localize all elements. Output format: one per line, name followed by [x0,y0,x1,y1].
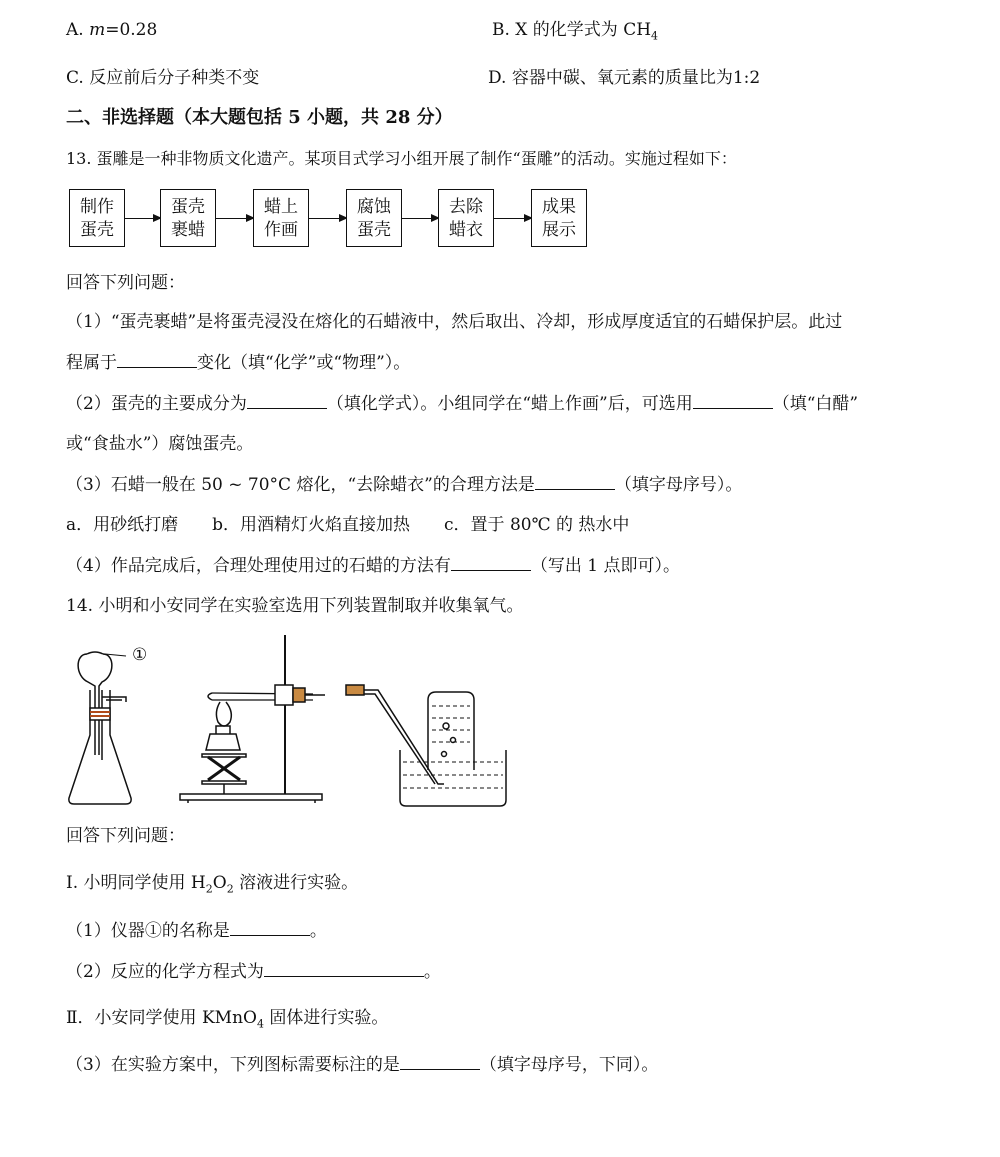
q14-s1-text-a: （1）仪器①的名称是 [66,921,230,941]
flow-step-1-line1: 制作 [80,197,114,217]
flow-step-4-line1: 腐蚀 [357,197,391,217]
q14-answer-prompt: 回答下列问题： [66,826,185,846]
flow-step-1-line2: 蛋壳 [80,220,114,240]
flow-step-6-line2: 展示 [542,220,576,240]
q14-part1-heading [66,872,358,900]
flow-step-5 [438,189,494,247]
option-b [492,19,658,47]
option-b-text: B. X 的化学式为 CH [492,20,652,40]
q13-p2-text-c: （填“白醋” [772,394,859,414]
flow-arrow [402,218,438,219]
water-trough-collection [346,685,506,806]
flow-step-6 [531,189,587,247]
section-heading: 二、非选择题（本大题包括 5 小题，共 28 分） [66,107,453,128]
q13-p3 [66,473,742,496]
instrument-label-1: ① [132,645,148,665]
conical-flask-with-funnel [69,652,131,804]
flow-step-4-line2: 蛋壳 [357,220,391,240]
test-tube-heating-setup [180,635,325,803]
answer-blank[interactable] [230,919,310,936]
answer-blank[interactable] [400,1053,480,1070]
q14-s2-text-a: （2）反应的化学方程式为 [66,962,264,982]
flow-arrow [309,218,346,219]
option-c: C. 反应前后分子种类不变 [66,68,260,88]
q14-intro: 14. 小明和小安同学在实验室选用下列装置制取并收集氧气。 [66,596,524,616]
q14-s1-text-b: 。 [309,921,327,941]
option-a-variable: m [89,20,106,40]
q14-part2-heading [66,1007,388,1035]
flow-step-3-line2: 作画 [264,220,298,240]
q14-s2-text-b: 。 [423,962,441,982]
q14-s3 [66,1053,658,1076]
q14-part1-oxygen: O [212,873,227,893]
q14-part2-subscript: 4 [256,1017,264,1031]
flow-step-3 [253,189,309,247]
flow-step-2-line1: 蛋壳 [171,197,205,217]
option-a [66,19,157,41]
flow-step-4 [346,189,402,247]
q13-p1-text-a: 程属于 [66,353,117,373]
q13-p1-text-b: 变化（填“化学”或“物理”）。 [197,353,411,373]
q13-p1-line2 [66,351,410,374]
answer-blank[interactable] [117,351,197,368]
flow-step-6-line1: 成果 [542,197,576,217]
apparatus-svg [60,630,520,810]
flow-arrow [216,218,253,219]
q14-part2-text-b: 固体进行实验。 [263,1008,389,1028]
option-a-prefix: A. [66,20,90,40]
q14-part2-text-a: Ⅱ．小安同学使用 KMnO [66,1008,257,1028]
q13-p2-line1 [66,392,858,415]
q14-s2 [66,960,441,983]
flow-arrow [494,218,531,219]
flow-step-1 [69,189,125,247]
q14-part1-text-b: 溶液进行实验。 [233,873,359,893]
answer-blank[interactable] [247,392,327,409]
q13-p4-text-a: （4）作品完成后，合理处理使用过的石蜡的方法有 [66,556,451,576]
q14-s3-text-b: （填字母序号，下同）。 [479,1055,659,1075]
q13-p3-text-a: （3）石蜡一般在 50 ~ 70°C 熔化，“去除蜡衣”的合理方法是 [66,475,535,495]
flow-step-3-line1: 蜡上 [264,197,298,217]
answer-blank[interactable] [693,392,773,409]
option-b-subscript: 4 [651,29,659,43]
q13-p1-line1: （1）“蛋壳裹蜡”是将蛋壳浸没在熔化的石蜡液中，然后取出、冷却，形成厚度适宜的石蜡保护层。此过 [66,312,843,332]
q13-answer-prompt: 回答下列问题： [66,273,185,293]
q13-p4-text-b: （写出 1 点即可）。 [530,556,680,576]
q14-part1-subscript-2: 2 [226,882,234,896]
option-a-value: =0.28 [105,20,158,40]
q13-p3-options: a．用砂纸打磨 b．用酒精灯火焰直接加热 c．置于 80℃ 的 热水中 [66,515,630,535]
flow-step-2 [160,189,216,247]
q13-intro: 13. 蛋雕是一种非物质文化遗产。某项目式学习小组开展了制作“蛋雕”的活动。实施过程如下： [66,149,737,168]
q13-p2-text-b: （填化学式）。小组同学在“蜡上作画”后，可选用 [326,394,693,414]
answer-blank[interactable] [451,554,531,571]
q14-s1 [66,919,327,942]
flow-step-5-line1: 去除 [449,197,483,217]
q13-p2-line2: 或“食盐水”）腐蚀蛋壳。 [66,434,254,454]
flow-arrow [125,218,160,219]
flow-step-5-line2: 蜡衣 [449,220,483,240]
answer-blank[interactable] [264,960,424,977]
q13-p3-text-b: （填字母序号）。 [614,475,743,495]
flow-step-2-line2: 裹蜡 [171,220,205,240]
q14-part1-subscript-1: 2 [205,882,213,896]
lab-apparatus-figure [60,630,520,814]
q13-p2-text-a: （2）蛋壳的主要成分为 [66,394,247,414]
option-d: D. 容器中碳、氧元素的质量比为1:2 [488,68,761,88]
q14-s3-text-a: （3）在实验方案中，下列图标需要标注的是 [66,1055,400,1075]
q13-p4 [66,554,680,577]
q14-part1-text-a: I. 小明同学使用 H [66,873,206,893]
answer-blank[interactable] [535,473,615,490]
